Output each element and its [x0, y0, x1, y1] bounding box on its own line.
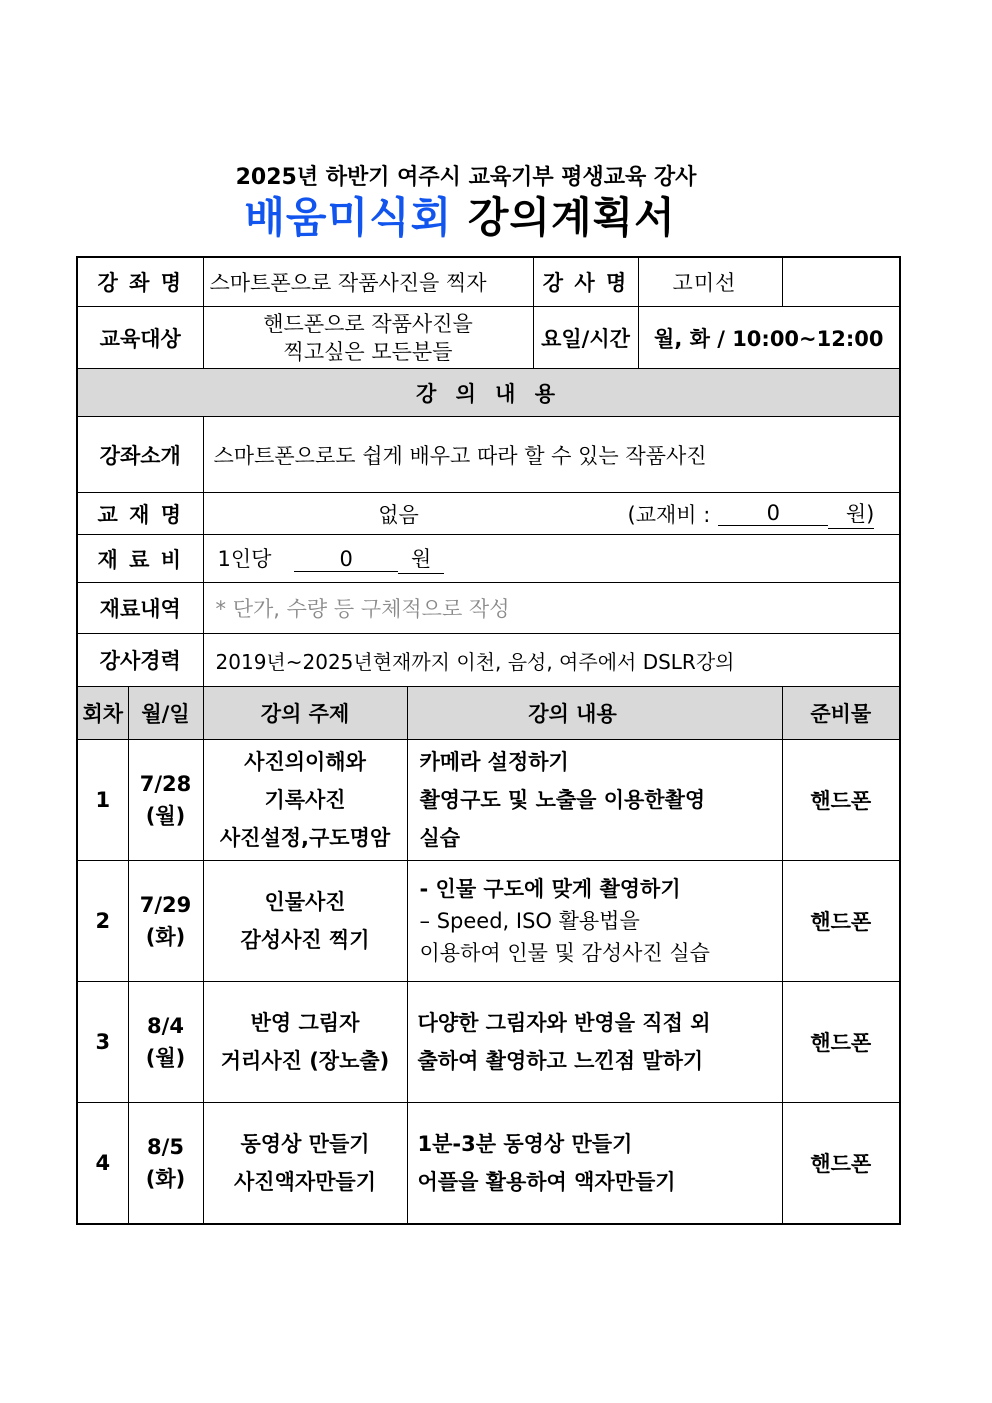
textbook-row	[77, 493, 900, 535]
session-date: 8/5 (화)	[128, 1103, 203, 1224]
textbook-fee-prefix: (교재비 :	[627, 502, 711, 527]
header-content: 강의 내용	[407, 687, 782, 740]
material-unit: 원	[398, 543, 444, 574]
session-date: 8/4 (월)	[128, 982, 203, 1103]
career-label: 강사경력	[77, 634, 203, 687]
target-label: 교육대상	[77, 307, 203, 369]
sessions-header-row	[77, 687, 900, 740]
material-label: 재 료 비	[77, 535, 203, 583]
header-prep: 준비물	[782, 687, 900, 740]
session-no: 1	[77, 740, 128, 861]
section-title: 강 의 내 용	[77, 369, 900, 417]
document-subtitle: 2025년 하반기 여주시 교육기부 평생교육 강사	[235, 165, 697, 190]
material-row	[77, 535, 900, 583]
material-detail-label: 재료내역	[77, 583, 203, 634]
session-topic: 인물사진 감성사진 찍기	[203, 861, 407, 982]
session-row	[77, 1103, 900, 1224]
intro-row	[77, 417, 900, 493]
title-brand: 배움미식회	[244, 193, 453, 242]
target-row	[77, 307, 900, 369]
textbook-cell	[203, 493, 900, 535]
career-value: 2019년~2025년현재까지 이천, 음성, 여주에서 DSLR강의	[203, 634, 900, 687]
session-no: 3	[77, 982, 128, 1103]
instructor-label: 강 사 명	[534, 258, 639, 306]
textbook-fee-amount: 0	[718, 501, 828, 526]
course-row	[77, 257, 900, 307]
material-cell	[203, 535, 900, 583]
document-title	[0, 185, 920, 245]
instructor-cell	[533, 257, 782, 307]
material-prefix: 1인당	[217, 547, 272, 571]
schedule-cell	[533, 307, 900, 369]
session-date: 7/28 (월)	[128, 740, 203, 861]
instructor-value: 고미선	[672, 271, 737, 295]
session-no: 4	[77, 1103, 128, 1224]
intro-label: 강좌소개	[77, 417, 203, 493]
textbook-fee-unit: 원)	[828, 498, 874, 529]
session-row	[77, 982, 900, 1103]
session-prep: 핸드폰	[782, 740, 900, 861]
session-date: 7/29 (화)	[128, 861, 203, 982]
title-rest: 강의계획서	[467, 193, 676, 242]
session-topic: 동영상 만들기 사진액자만들기	[203, 1103, 407, 1224]
session-content: 카메라 설정하기 촬영구도 및 노출을 이용한촬영 실습	[407, 740, 782, 861]
session-topic: 사진의이해와 기록사진 사진설정,구도명암	[203, 740, 407, 861]
career-row	[77, 634, 900, 687]
session-row	[77, 861, 900, 982]
course-label: 강 좌 명	[77, 257, 203, 307]
material-amount: 0	[294, 547, 398, 572]
target-line-1: 핸드폰으로 작품사진을	[263, 311, 473, 336]
section-row	[77, 369, 900, 417]
textbook-label: 교 재 명	[77, 493, 203, 535]
textbook-value: 없음	[378, 502, 419, 527]
schedule-value: 월, 화 / 10:00~12:00	[654, 326, 884, 351]
session-row	[77, 740, 900, 861]
session-prep: 핸드폰	[782, 982, 900, 1103]
session-content: 다양한 그림자와 반영을 직접 외 출하여 촬영하고 느낀점 말하기	[407, 982, 782, 1103]
target-value	[203, 307, 533, 369]
header-date: 월/일	[128, 687, 203, 740]
session-topic: 반영 그림자 거리사진 (장노출)	[203, 982, 407, 1103]
session-prep: 핸드폰	[782, 861, 900, 982]
course-value: 스마트폰으로 작품사진을 찍자	[203, 257, 533, 307]
header-topic: 강의 주제	[203, 687, 407, 740]
header-no: 회차	[77, 687, 128, 740]
target-line-2: 찍고싶은 모든분들	[283, 339, 453, 364]
schedule-label: 요일/시간	[534, 307, 639, 368]
lecture-plan-table	[76, 256, 901, 1225]
intro-value: 스마트폰으로도 쉽게 배우고 따라 할 수 있는 작품사진	[203, 417, 900, 493]
session-content: - 인물 구도에 맞게 촬영하기 – Speed, ISO 활용법을 이용하여 인물 및 감성사진 실습	[407, 861, 782, 982]
session-no: 2	[77, 861, 128, 982]
material-detail-row	[77, 583, 900, 634]
session-prep: 핸드폰	[782, 1103, 900, 1224]
session-content: 1분-3분 동영상 만들기 어플을 활용하여 액자만들기	[407, 1103, 782, 1224]
material-detail-hint: * 단가, 수량 등 구체적으로 작성	[203, 583, 900, 634]
instructor-spacer	[782, 257, 900, 307]
